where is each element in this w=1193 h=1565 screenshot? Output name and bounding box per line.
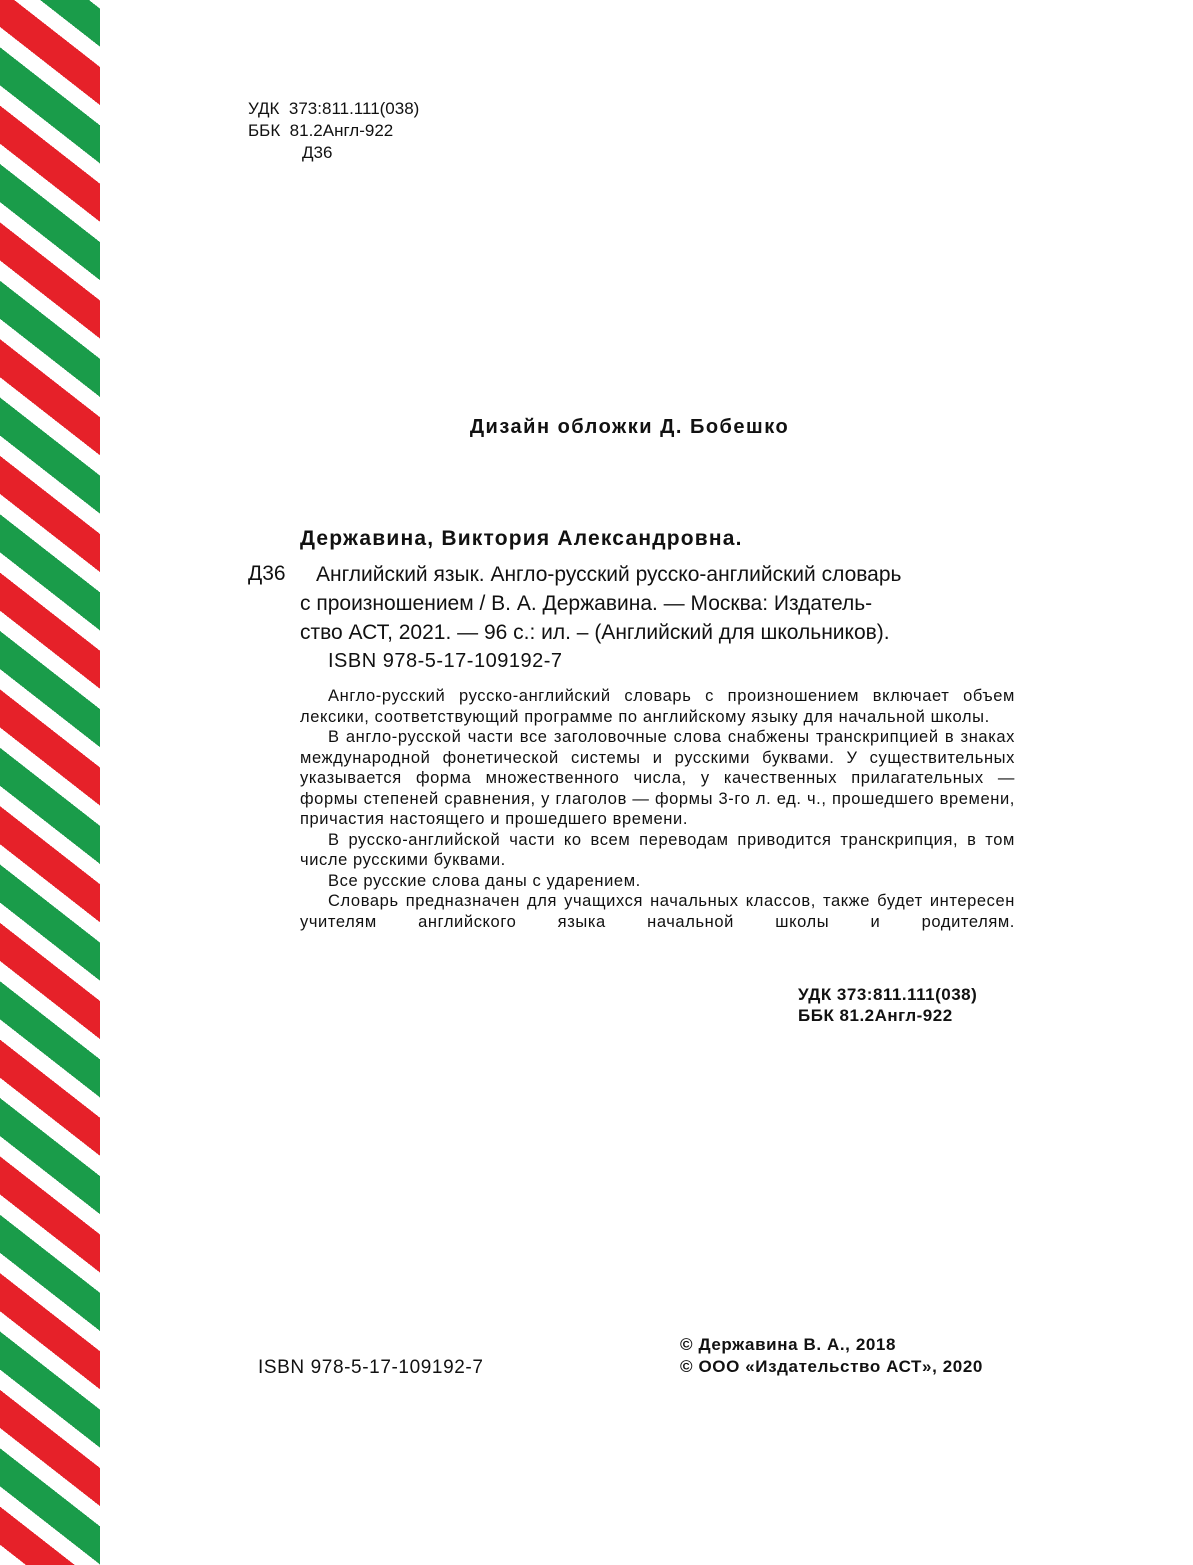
bibliographic-line: с произношением / В. А. Державина. — Москва: Издатель- xyxy=(300,592,873,615)
decorative-stripe-border xyxy=(0,0,100,1565)
annotation-paragraph: В русско-английской части ко всем переводам приводится транскрипция, в том числе русскими буквами. xyxy=(300,830,1015,869)
udk-code-bold: УДК 373:811.111(038) xyxy=(798,985,978,1004)
bottom-classification-codes xyxy=(798,984,977,1026)
top-classification-codes xyxy=(248,98,419,164)
copyright-notices xyxy=(680,1334,983,1378)
author-sign: Д36 xyxy=(302,143,333,162)
record-author: Державина, Виктория Александровна. xyxy=(300,527,743,550)
bibliographic-line: Английский язык. Англо-русский русско-английский словарь xyxy=(316,563,902,586)
annotation-paragraph: Все русские слова даны с ударением. xyxy=(328,871,641,890)
record-author-sign: Д36 xyxy=(248,562,286,585)
bibliographic-line: ство АСТ, 2021. — 96 с.: ил. – (Английский для школьников). xyxy=(300,621,890,644)
bbk-code-bold: ББК 81.2Англ-922 xyxy=(798,1006,953,1025)
annotation-paragraph: В англо-русской части все заголовочные слова снабжены транскрипцией в знаках международной фонетической системы и русскими буквами. У существительных указывается форма множественного числа, у качественных прилагательных — формы степеней сравнения, у глаголов — формы 3-го л. ед. ч., прошедшего времени, причастия настоящего и прошедшего времени. xyxy=(300,728,1015,828)
bibliographic-description xyxy=(300,560,1015,647)
annotation-paragraph: Англо-русский русско-английский словарь с произношением включает объем лексики, соответствующий программе по английскому языку для начальной школы. xyxy=(300,687,1015,726)
copyright-author: © Державина В. А., 2018 xyxy=(680,1335,897,1354)
copyright-publisher: © ООО «Издательство АСТ», 2020 xyxy=(680,1357,983,1376)
annotation-paragraph: Словарь предназначен для учащихся начальных классов, также будет интересен учителям английского языка начальной школы и родителям. xyxy=(300,892,1015,931)
record-isbn: ISBN 978-5-17-109192-7 xyxy=(328,650,563,672)
bbk-code: ББК 81.2Англ-922 xyxy=(248,121,394,140)
isbn-footer: ISBN 978-5-17-109192-7 xyxy=(258,1357,484,1378)
annotation xyxy=(300,686,1015,932)
cover-designer-credit: Дизайн обложки Д. Бобешко xyxy=(469,416,790,438)
udk-code: УДК 373:811.111(038) xyxy=(248,99,420,118)
